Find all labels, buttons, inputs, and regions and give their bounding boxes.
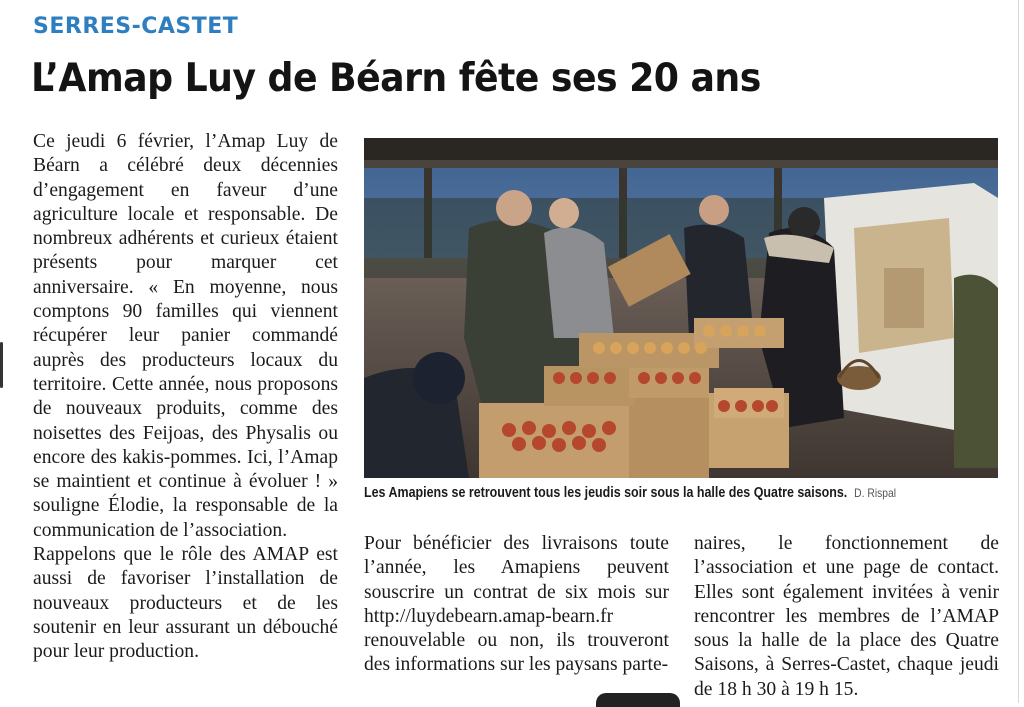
paragraph-1: Ce jeudi 6 février, l’Amap Luy de Béarn a célébré deux décennies d’engagement en faveur d’une agriculture locale et responsable. De nombreux adhérents et curieux étaient présents pour marquer cet anniversaire. « En moyenne, nous comptons 90 familles qui viennent récupérer leur panier commandé auprès des producteurs locaux du territoire. Cette année, nous proposons de nouveaux produits, comme des noisettes des Feijoas, des Physalis ou encore des kakis-pommes. Ici, l’Amap se maintient et continue à évoluer ! » souligne Élodie, la responsable de la communication de l’association.: [33, 131, 338, 541]
article-column-1: [33, 130, 338, 665]
caption-text: Les Amapiens se retrouvent tous les jeudis soir sous la halle des Quatre saisons.: [364, 485, 848, 501]
overlay-handle: [596, 693, 680, 707]
paragraph-4: naires, le fonctionnement de l’association et une page de contact. Elles sont également invitées à venir rencontrer les membres de l’AMAP sous la halle de la place des Quatre Saisons, à Serres-Castet, chaque jeudi de 18 h 30 à 19 h 15.: [694, 533, 999, 700]
article-column-3: [694, 532, 999, 702]
photo-credit: D. Rispal: [854, 486, 897, 500]
article-kicker: SERRES-CASTET: [33, 14, 239, 39]
market-photo: [364, 138, 998, 478]
article-column-2: [364, 532, 669, 678]
paragraph-3: Pour bénéficier des livraisons toute l’année, les Amapiens peuvent souscrire un contrat de six mois sur http://luydebearn.amap-bearn.fr renouvelable ou non, ils trouveront des informations sur les paysans parte-: [364, 533, 669, 676]
scroll-handle[interactable]: [0, 342, 3, 388]
article-headline: L’Amap Luy de Béarn fête ses 20 ans: [31, 56, 761, 101]
photo-caption: [364, 485, 896, 501]
paragraph-2: Rappelons que le rôle des AMAP est aussi de favoriser l’installation de nouveaux producteurs et de les soutenir en leur assurant un débouché pour leur production.: [33, 544, 338, 663]
page-edge-line: [1018, 0, 1019, 703]
